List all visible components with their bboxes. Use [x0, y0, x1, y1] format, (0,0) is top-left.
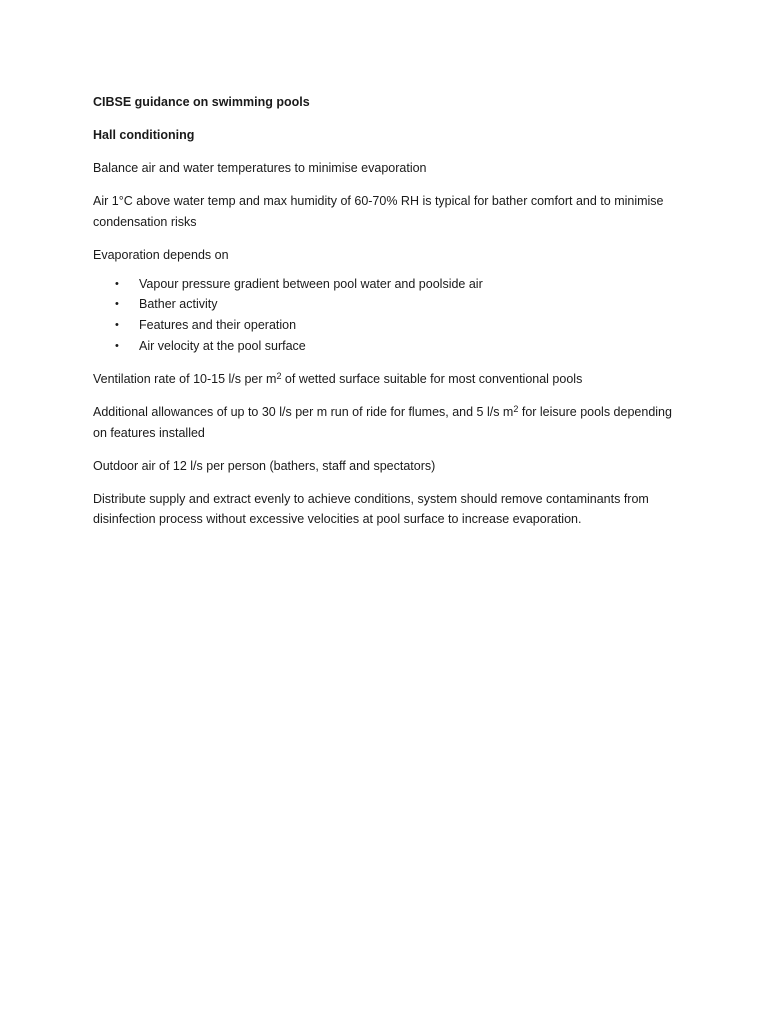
list-item-text: Features and their operation — [139, 318, 297, 333]
bullet-icon: • — [115, 277, 119, 290]
paragraph-balance: Balance air and water temperatures to minimise evaporation — [93, 161, 427, 175]
document-page — [93, 92, 673, 542]
superscript: 2 — [276, 371, 282, 382]
list-item — [93, 274, 673, 295]
superscript: 2 — [513, 404, 519, 415]
list-item — [93, 294, 673, 315]
bullet-icon: • — [115, 339, 119, 352]
list-item — [93, 336, 673, 357]
paragraph-ventilation-rate: Ventilation rate of 10-15 l/s per $m^2$ of wetted surface suitable for most conventional pools — [93, 371, 583, 387]
list-item — [93, 315, 673, 336]
paragraph-distribution: Distribute supply and extract evenly to achieve conditions, system should remove contaminants from disinfection process without excessive velocities at pool surface to increase evaporation. — [93, 491, 649, 527]
list-item-text: Air velocity at the pool surface — [139, 338, 306, 353]
list-item-text: Bather activity — [139, 297, 218, 312]
paragraph-air-humidity: Air 1°C above water temp and max humidity of 60-70% RH is typical for bather comfort and to minimise condensation risks — [93, 194, 664, 229]
section-heading: Hall conditioning — [93, 128, 195, 142]
paragraph-outdoor-air: Outdoor air of 12 l/s per person (bathers, staff and spectators) — [93, 458, 436, 473]
evaporation-factors-list — [93, 274, 673, 357]
document-heading: CIBSE guidance on swimming pools — [93, 95, 310, 109]
list-item-text: Vapour pressure gradient between pool water and poolside air — [139, 276, 483, 291]
bullet-icon: • — [115, 298, 119, 311]
bullet-icon: • — [115, 319, 119, 332]
paragraph-additional-allowances: Additional allowances of up to 30 l/s per m run of ride for flumes, and 5 l/s $m^2$ for leisure pools depending on features installed — [93, 404, 672, 440]
paragraph-evaporation-intro: Evaporation depends on — [93, 247, 229, 262]
